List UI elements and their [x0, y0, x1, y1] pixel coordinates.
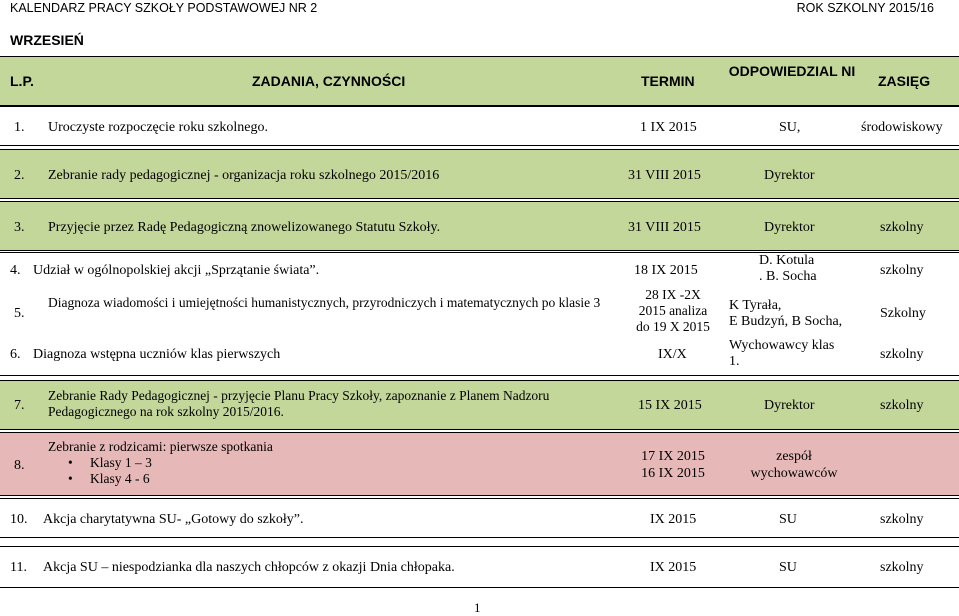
- list-item: • Klasy 1 – 3: [48, 455, 468, 471]
- row-task: Diagnoza wiadomości i umiejętności humanistycznych, przyrodniczych i matematycznych po klasie 3: [48, 295, 601, 310]
- row-scope: Szkolny: [880, 306, 926, 321]
- row-number: 10.: [10, 512, 28, 527]
- row-number: 2.: [14, 168, 25, 183]
- term-line: 16 IX 2015: [641, 466, 705, 481]
- row-number: 1.: [14, 120, 25, 135]
- row-task: Udział w ogólnopolskiej akcji „Sprzątanie świata”.: [33, 263, 320, 278]
- row-term: [618, 287, 728, 335]
- table-header-row: [0, 56, 959, 106]
- term-line: 28 IX -2X: [645, 287, 701, 302]
- row-number: 8.: [14, 458, 25, 473]
- table-row: [0, 432, 959, 496]
- row-task: Zebranie Rady Pedagogicznej - przyjęcie Planu Pracy Szkoły, zapoznanie z Planem Nadzoru Pedagogicznego na rok szkolny 2015/2016.: [48, 388, 550, 419]
- responsible-line: D. Kotula: [759, 253, 815, 268]
- table-row-group: [0, 252, 959, 376]
- responsible-line: Wychowawcy klas: [729, 338, 835, 353]
- row-task: Uroczyste rozpoczęcie roku szkolnego.: [48, 120, 269, 135]
- responsible-line: wychowawców: [750, 466, 838, 481]
- row-responsible: SU: [779, 512, 797, 527]
- header-lp: L.P.: [10, 73, 34, 89]
- header-scope: ZASIĘG: [878, 73, 931, 89]
- table-row: [0, 149, 959, 199]
- row-scope: szkolny: [880, 398, 924, 413]
- page-number: 1: [474, 600, 481, 615]
- row-number: 3.: [14, 220, 25, 235]
- row-task: Przyjęcie przez Radę Pedagogiczną znowelizowanego Statutu Szkoły.: [48, 220, 441, 235]
- row-scope: szkolny: [880, 220, 924, 235]
- row-term: 1 IX 2015: [640, 120, 697, 135]
- header-tasks: ZADANIA, CZYNNOŚCI: [252, 73, 406, 89]
- header-responsible: ODPOWIEDZIAL NI: [728, 63, 856, 79]
- row-number: 6.: [10, 347, 21, 362]
- row-task: Akcja charytatywna SU- „Gotowy do szkoły”.: [43, 512, 304, 527]
- row-term: 31 VIII 2015: [628, 168, 701, 183]
- row-term: 18 IX 2015: [634, 263, 698, 278]
- row-scope: środowiskowy: [861, 120, 943, 135]
- header-term: TERMIN: [641, 73, 695, 89]
- row-term: 31 VIII 2015: [628, 220, 701, 235]
- month-heading: WRZESIEŃ: [10, 32, 84, 48]
- term-line: 2015 analiza: [638, 303, 708, 318]
- row-task: Diagnoza wstępna uczniów klas pierwszych: [33, 347, 281, 362]
- row-scope: szkolny: [880, 347, 924, 362]
- bullet-list: [48, 455, 468, 487]
- row-term: 15 IX 2015: [638, 398, 702, 413]
- table-row: [0, 546, 959, 588]
- row-responsible: [731, 448, 857, 482]
- row-responsible: Dyrektor: [764, 220, 815, 235]
- row-term: IX 2015: [650, 512, 697, 527]
- table-row: [0, 380, 959, 430]
- row-term: IX/X: [658, 347, 687, 362]
- row-scope: szkolny: [880, 560, 924, 575]
- task-text: Zebranie z rodzicami: pierwsze spotkania: [48, 439, 273, 454]
- row-responsible: Dyrektor: [764, 398, 815, 413]
- row-number: 11.: [10, 560, 27, 575]
- row-task: [48, 439, 468, 487]
- list-item: • Klasy 4 - 6: [48, 471, 468, 487]
- row-number: 5.: [14, 306, 25, 321]
- table-row: [0, 201, 959, 251]
- table-row: [0, 106, 959, 146]
- row-responsible: Dyrektor: [764, 168, 815, 183]
- responsible-line: K Tyrała,: [729, 298, 782, 313]
- table-row: [0, 498, 959, 538]
- document-header-title: KALENDARZ PRACY SZKOŁY PODSTAWOWEJ NR 2: [10, 1, 318, 15]
- responsible-line: . B. Socha: [759, 269, 817, 284]
- row-responsible: SU: [779, 560, 797, 575]
- responsible-line: E Budzyń, B Socha,: [729, 314, 843, 329]
- row-term: IX 2015: [650, 560, 697, 575]
- responsible-block: [729, 253, 859, 370]
- row-responsible: SU,: [779, 120, 801, 135]
- row-task: Akcja SU – niespodzianka dla naszych chłopców z okazji Dnia chłopaka.: [43, 560, 455, 575]
- row-scope: szkolny: [880, 512, 924, 527]
- row-number: 4.: [10, 263, 21, 278]
- row-number: 7.: [14, 398, 25, 413]
- responsible-line: zespół: [776, 449, 812, 464]
- row-scope: szkolny: [880, 263, 924, 278]
- school-year: ROK SZKOLNY 2015/16: [796, 1, 934, 15]
- term-line: 17 IX 2015: [641, 449, 705, 464]
- responsible-line: 1.: [729, 354, 740, 369]
- row-task: Zebranie rady pedagogicznej - organizacja roku szkolnego 2015/2016: [48, 168, 440, 183]
- term-line: do 19 X 2015: [636, 319, 710, 334]
- row-term: [623, 448, 723, 482]
